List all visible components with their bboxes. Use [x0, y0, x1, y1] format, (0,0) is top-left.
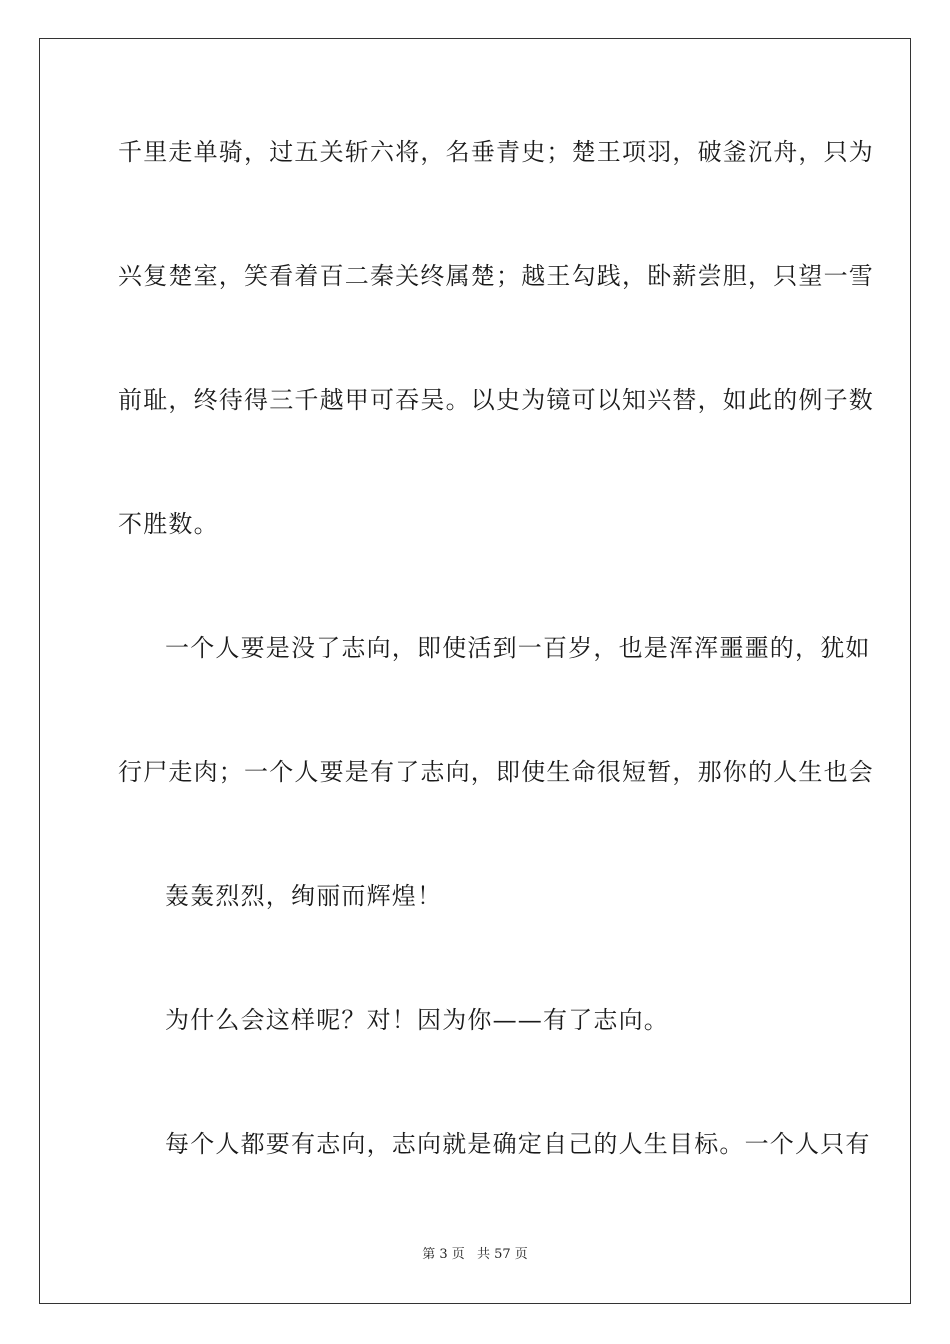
page-footer	[0, 1247, 950, 1263]
page-number: 第 3 页	[422, 1247, 465, 1262]
paragraph-line: 轰轰烈烈，绚丽而辉煌！	[165, 882, 443, 910]
paragraph-line: 每个人都要有志向，志向就是确定自己的人生目标。一个人只有	[165, 1130, 871, 1158]
paragraph-line: 为什么会这样呢？对！因为你——有了志向。	[165, 1006, 669, 1034]
paragraph-line: 千里走单骑，过五关斩六将，名垂青史；楚王项羽，破釜沉舟，只为	[118, 138, 874, 166]
paragraph-line: 不胜数。	[118, 510, 219, 538]
paragraph-line: 行尸走肉；一个人要是有了志向，即使生命很短暂，那你的人生也会	[118, 758, 874, 786]
page-border	[39, 38, 911, 1304]
page-total: 共 57 页	[476, 1247, 528, 1262]
paragraph-line: 前耻，终待得三千越甲可吞吴。以史为镜可以知兴替，如此的例子数	[118, 386, 874, 414]
paragraph-line: 一个人要是没了志向，即使活到一百岁，也是浑浑噩噩的，犹如	[165, 634, 871, 662]
paragraph-line: 兴复楚室，笑看着百二秦关终属楚；越王勾践，卧薪尝胆，只望一雪	[118, 262, 874, 290]
